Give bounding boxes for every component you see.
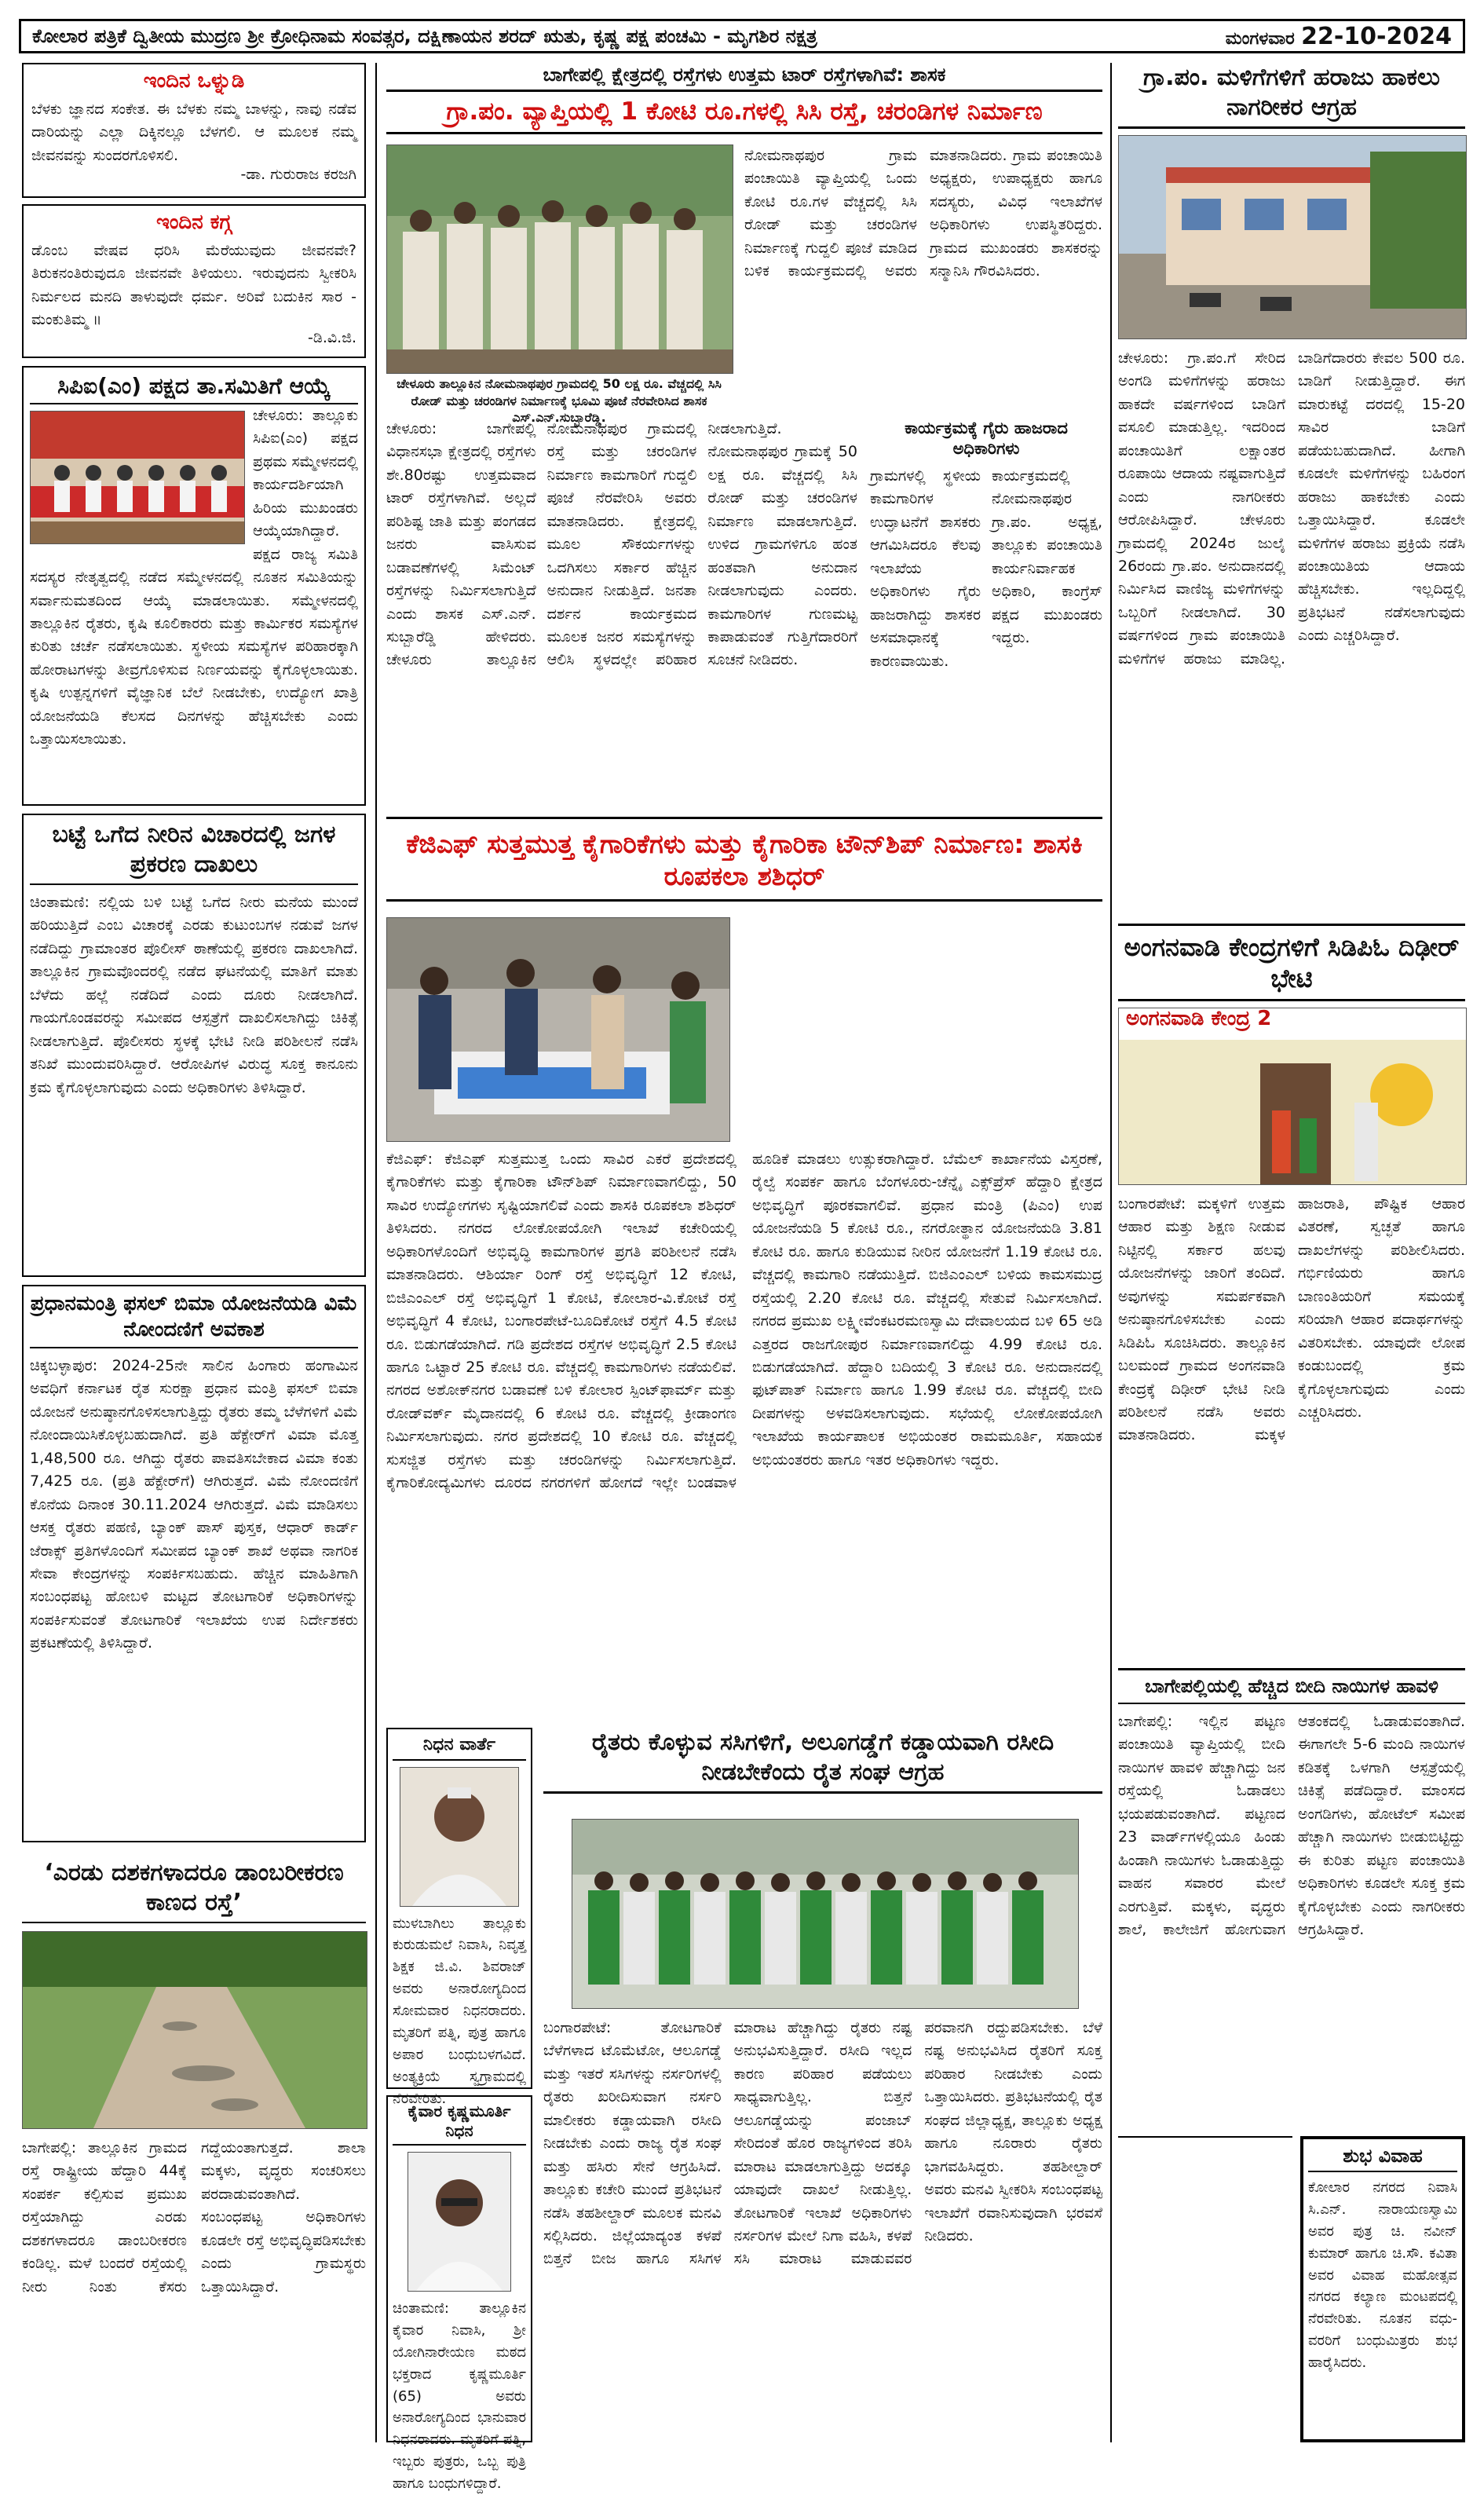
lead-headline: ಗ್ರಾ.ಪಂ. ವ್ಯಾಪ್ತಿಯಲ್ಲಿ 1 ಕೋಟಿ ರೂ.ಗಳಲ್ಲಿ ಸಿಸಿ ರಸ್ತೆ, ಚರಂಡಿಗಳ ನಿರ್ಮಾಣ	[386, 90, 1102, 134]
issue-date: 22-10-2024	[1301, 22, 1452, 50]
anganavadi-sign: ಅಂಗನವಾಡಿ ಕೇಂದ್ರ 2	[1126, 1007, 1272, 1030]
malige-photo	[1118, 135, 1467, 339]
kagga-box	[22, 204, 366, 358]
weekday: ಮಂಗಳವಾರ	[1225, 28, 1295, 49]
wedding-box	[1300, 2136, 1465, 2442]
thought-author: -ಡಾ. ಗುರುರಾಜ ಕರಜಗಿ	[240, 166, 356, 183]
road-body: ಬಾಗೇಪಲ್ಲಿ: ತಾಲ್ಲೂಕಿನ ಗ್ರಾಮದ ರಸ್ತೆ ರಾಷ್ಟ್ರೀಯ ಹೆದ್ದಾರಿ 44ಕ್ಕೆ ಸಂಪರ್ಕ ಕಲ್ಪಿಸುವ ಪ್ರಮುಖ ರಸ್ತೆಯಾಗಿದ್ದು ಎರಡು ದಶಕಗಳಾದರೂ ಡಾಂಬರೀಕರಣ ಕಂಡಿಲ್ಲ. ಮಳೆ ಬಂದರೆ ರಸ್ತೆಯಲ್ಲಿ ನೀರು ನಿಂತು ಕೆಸರು ಗದ್ದೆಯಂತಾಗುತ್ತದೆ. ಶಾಲಾ ಮಕ್ಕಳು, ವೃದ್ಧರು ಸಂಚರಿಸಲು ಪರದಾಡುವಂತಾಗಿದೆ. ಸಂಬಂಧಪಟ್ಟ ಅಧಿಕಾರಿಗಳು ಕೂಡಲೇ ರಸ್ತೆ ಅಭಿವೃದ್ಧಿಪಡಿಸಬೇಕು ಎಂದು ಗ್ರಾಮಸ್ಥರು ಒತ್ತಾಯಿಸಿದ್ದಾರೆ.	[22, 2139, 366, 2296]
lead-photo	[386, 145, 733, 374]
lead-article	[386, 63, 1102, 814]
obit2-photo	[408, 2152, 511, 2292]
anganavadi-article	[1118, 931, 1465, 1662]
dogs-article	[1118, 1674, 1465, 2130]
thought-text: ಬೆಳಕು ಜ್ಞಾನದ ಸಂಕೇತ. ಈ ಬೆಳಕು ನಮ್ಮ ಬಾಳನ್ನು, ನಾವು ನಡೆವ ದಾರಿಯನ್ನು ಎಲ್ಲಾ ದಿಕ್ಕಿನಲ್ಲೂ ಬೆಳಗಲಿ. ಆ ಮೂಲಕ ನಮ್ಮ ಜೀವನವನ್ನು ಸುಂದರಗೊಳಿಸಲಿ.	[31, 101, 356, 164]
dogs-headline: ಬಾಗೇಪಲ್ಲಿಯಲ್ಲಿ ಹೆಚ್ಚಿದ ಬೀದಿ ನಾಯಿಗಳ ಹಾವಳಿ	[1118, 1674, 1465, 1704]
malige-headline: ಗ್ರಾ.ಪಂ. ಮಳಿಗೆಗಳಿಗೆ ಹರಾಜು ಹಾಕಲು ನಾಗರೀಕರ ಆಗ್ರಹ	[1118, 63, 1465, 129]
kgf-headline: ಕೆಜಿಎಫ್ ಸುತ್ತಮುತ್ತ ಕೈಗಾರಿಕೆಗಳು ಮತ್ತು ಕೈಗಾರಿಕಾ ಟೌನ್‌ಶಿಪ್ ನಿರ್ಮಾಣ: ಶಾಸಕಿ ರೂಪಕಲಾ ಶಶಿಧರ್	[386, 825, 1102, 902]
lead-body2: ಗ್ರಾಮಗಳಲ್ಲಿ ಸ್ಥಳೀಯ ಕಾಮಗಾರಿಗಳ ಉದ್ಘಾಟನೆಗೆ ಶಾಸಕರು ಆಗಮಿಸಿದರೂ ಕೆಲವು ಇಲಾಖೆಯ ಅಧಿಕಾರಿಗಳು ಗೈರು ಹಾಜರಾಗಿದ್ದು ಶಾಸಕರ ಅಸಮಾಧಾನಕ್ಕೆ ಕಾರಣವಾಯಿತು. ಕಾರ್ಯಕ್ರಮದಲ್ಲಿ ನೋಮನಾಥಪುರ ಗ್ರಾ.ಪಂ. ಅಧ್ಯಕ್ಷ, ತಾಲ್ಲೂಕು ಪಂಚಾಯಿತಿ ಕಾರ್ಯನಿರ್ವಾಹಕ ಅಧಿಕಾರಿ, ಕಾಂಗ್ರೆಸ್ ಪಕ್ಷದ ಮುಖಂಡರು ಇದ್ದರು.	[870, 467, 1102, 670]
fasal-headline: ಪ್ರಧಾನಮಂತ್ರಿ ಫಸಲ್ ಬಿಮಾ ಯೋಜನೆಯಡಿ ವಿಮೆ ನೋಂದಣಿಗೆ ಅವಕಾಶ	[30, 1291, 358, 1348]
masthead-bar	[19, 19, 1465, 53]
kagga-author: -ಡಿ.ವಿ.ಜಿ.	[308, 329, 356, 346]
kgf-photo	[386, 917, 730, 1142]
farmers-headline: ರೈತರು ಕೊಳ್ಳುವ ಸಸಿಗಳಿಗೆ, ಅಲೂಗಡ್ಡೆಗೆ ಕಡ್ಡಾಯವಾಗಿ ರಸೀದಿ ನೀಡಬೇಕೆಂದು ರೈತ ಸಂಘ ಆಗ್ರಹ	[543, 1728, 1102, 1794]
lead-subhead: ಕಾರ್ಯಕ್ರಮಕ್ಕೆ ಗೈರು ಹಾಜರಾದ ಅಧಿಕಾರಿಗಳು	[905, 419, 1068, 459]
lead-kicker: ಬಾಗೇಪಲ್ಲಿ ಕ್ಷೇತ್ರದಲ್ಲಿ ರಸ್ತೆಗಳು ಉತ್ತಮ ಟಾರ್ ರಸ್ತೆಗಳಾಗಿವೆ: ಶಾಸಕ	[543, 64, 946, 86]
masthead-info: ಕೋಲಾರ ಪತ್ರಿಕೆ ದ್ವಿತೀಯ ಮುದ್ರಣ ಶ್ರೀ ಕ್ರೋಧಿನಾಮ ಸಂವತ್ಸರ, ದಕ್ಷಿಣಾಯನ ಶರದ್ ಋತು, ಕೃಷ್ಣ ಪಕ್ಷ ಪಂಚಮಿ - ಮೃಗಶಿರ ನಕ್ಷತ್ರ	[32, 25, 817, 47]
road-article	[22, 1853, 366, 2442]
malige-body: ಚೇಳೂರು: ಗ್ರಾ.ಪಂ.ಗೆ ಸೇರಿದ ಅಂಗಡಿ ಮಳಿಗೆಗಳನ್ನು ಹರಾಜು ಹಾಕದೇ ವರ್ಷಗಳಿಂದ ಬಾಡಿಗೆ ವಸೂಲಿ ಮಾಡುತ್ತಿಲ್ಲ. ಇದರಿಂದ ಪಂಚಾಯಿತಿಗೆ ಲಕ್ಷಾಂತರ ರೂಪಾಯಿ ಆದಾಯ ನಷ್ಟವಾಗುತ್ತಿದೆ ಎಂದು ನಾಗರೀಕರು ಆರೋಪಿಸಿದ್ದಾರೆ. ಚೇಳೂರು ಗ್ರಾಮದಲ್ಲಿ 2024ರ ಜುಲೈ 26ರಂದು ಗ್ರಾ.ಪಂ. ಅನುದಾನದಲ್ಲಿ ನಿರ್ಮಿಸಿದ ವಾಣಿಜ್ಯ ಮಳಿಗೆಗಳನ್ನು ಒಬ್ಬರಿಗೆ ನೀಡಲಾಗಿದೆ. 30 ವರ್ಷಗಳಿಂದ ಗ್ರಾಮ ಪಂಚಾಯಿತಿ ಮಳಿಗೆಗಳ ಹರಾಜು ಮಾಡಿಲ್ಲ. ಬಾಡಿಗೆದಾರರು ಕೇವಲ 500 ರೂ. ಬಾಡಿಗೆ ನೀಡುತ್ತಿದ್ದಾರೆ. ಈಗ ಮಾರುಕಟ್ಟೆ ದರದಲ್ಲಿ 15-20 ಸಾವಿರ ಬಾಡಿಗೆ ಪಡೆಯಬಹುದಾಗಿದೆ. ಹೀಗಾಗಿ ಕೂಡಲೇ ಮಳಿಗೆಗಳನ್ನು ಬಹಿರಂಗ ಹರಾಜು ಹಾಕಬೇಕು ಎಂದು ಒತ್ತಾಯಿಸಿದ್ದಾರೆ. ಕೂಡಲೇ ಮಳಿಗೆಗಳ ಹರಾಜು ಪ್ರಕ್ರಿಯೆ ನಡೆಸಿ ಪಂಚಾಯಿತಿಯ ಆದಾಯ ಹೆಚ್ಚಿಸಬೇಕು. ಇಲ್ಲದಿದ್ದಲ್ಲಿ ಪ್ರತಿಭಟನೆ ನಡೆಸಲಾಗುವುದು ಎಂದು ಎಚ್ಚರಿಸಿದ್ದಾರೆ.	[1118, 349, 1465, 668]
kagga-text: ಡೊಂಬ ವೇಷವ ಧರಿಸಿ ಮೆರೆಯುವುದು ಜೀವನವೇ? ತಿರುಕನಂತಿರುವುದೂ ಜೀವನವೇ ತಿಳಿಯಲು. ಇರುವುದನು ಸ್ವೀಕರಿಸಿ ನಿರ್ಮಲದ ಮನದಿ ತಾಳುವುದೇ ಧರ್ಮ. ಅರಿವೆ ಬದುಕಿನ ಸಾರ - ಮಂಕುತಿಮ್ಮ ॥	[31, 242, 356, 329]
cpim-body: ಚೇಳೂರು: ತಾಲ್ಲೂಕು ಸಿಪಿಐ(ಎಂ) ಪಕ್ಷದ ಪ್ರಥಮ ಸಮ್ಮೇಳನದಲ್ಲಿ ಕಾರ್ಯದರ್ಶಿಯಾಗಿ ಹಿರಿಯ ಮುಖಂಡರು ಆಯ್ಕೆಯಾಗಿದ್ದಾರೆ. ಪಕ್ಷದ ರಾಜ್ಯ ಸಮಿತಿ ಸದಸ್ಯರ ನೇತೃತ್ವದಲ್ಲಿ ನಡೆದ ಸಮ್ಮೇಳನದಲ್ಲಿ ನೂತನ ಸಮಿತಿಯನ್ನು ಸರ್ವಾನುಮತದಿಂದ ಆಯ್ಕೆ ಮಾಡಲಾಯಿತು. ಸಮ್ಮೇಳನದಲ್ಲಿ ತಾಲ್ಲೂಕಿನ ರೈತರು, ಕೃಷಿ ಕೂಲಿಕಾರರು ಮತ್ತು ಕಾರ್ಮಿಕರ ಸಮಸ್ಯೆಗಳ ಕುರಿತು ಚರ್ಚೆ ನಡೆಸಲಾಯಿತು. ಸ್ಥಳೀಯ ಸಮಸ್ಯೆಗಳ ಪರಿಹಾರಕ್ಕಾಗಿ ಹೋರಾಟಗಳನ್ನು ತೀವ್ರಗೊಳಿಸುವ ನಿರ್ಣಯವನ್ನು ಕೈಗೊಳ್ಳಲಾಯಿತು. ಕೃಷಿ ಉತ್ಪನ್ನಗಳಿಗೆ ವೈಜ್ಞಾನಿಕ ಬೆಲೆ ನೀಡಬೇಕು, ಉದ್ಯೋಗ ಖಾತ್ರಿ ಯೋಜನೆಯಡಿ ಕೆಲಸದ ದಿನಗಳನ್ನು ಹೆಚ್ಚಿಸಬೇಕು ಎಂದು ಒತ್ತಾಯಿಸಲಾಯಿತು.	[30, 407, 358, 748]
batte-article	[22, 814, 366, 1277]
lead-photo-caption: ಚೇಳೂರು ತಾಲ್ಲೂಕಿನ ನೋಮನಾಥಪುರ ಗ್ರಾಮದಲ್ಲಿ 50 ಲಕ್ಷ ರೂ. ವೆಚ್ಚದಲ್ಲಿ ಸಿಸಿ ರೋಡ್ ಮತ್ತು ಚರಂಡಿಗಳ ನಿರ್ಮಾಣಕ್ಕೆ ಭೂಮಿ ಪೂಜೆ ನೆರವೇರಿಸಿದ ಶಾಸಕ ಎಸ್.ಎನ್.ಸುಬ್ಬಾರೆಡ್ಡಿ.	[397, 376, 722, 426]
farmers-article	[543, 1728, 1102, 2442]
dogs-continuation	[1118, 2136, 1292, 2442]
obit1-box	[386, 1728, 532, 2107]
lead-body: ಚೇಳೂರು: ಬಾಗೇಪಲ್ಲಿ ವಿಧಾನಸಭಾ ಕ್ಷೇತ್ರದಲ್ಲಿ ರಸ್ತೆಗಳು ಶೇ.80ರಷ್ಟು ಉತ್ತಮವಾದ ಟಾರ್ ರಸ್ತೆಗಳಾಗಿವೆ. ಅಲ್ಲದೆ ಪರಿಶಿಷ್ಟ ಜಾತಿ ಮತ್ತು ಪಂಗಡದ ಜನರು ವಾಸಿಸುವ ಬಡಾವಣೆಗಳಲ್ಲಿ ಸಿಮೆಂಟ್ ರಸ್ತೆಗಳನ್ನು ನಿರ್ಮಿಸಲಾಗುತ್ತಿದೆ ಎಂದು ಶಾಸಕ ಎಸ್.ಎನ್. ಸುಬ್ಬಾರೆಡ್ಡಿ ಹೇಳಿದರು. ಚೇಳೂರು ತಾಲ್ಲೂಕಿನ ನೋಮನಾಥಪುರ ಗ್ರಾಮದಲ್ಲಿ ರಸ್ತೆ ಮತ್ತು ಚರಂಡಿಗಳ ನಿರ್ಮಾಣ ಕಾಮಗಾರಿಗೆ ಗುದ್ದಲಿ ಪೂಜೆ ನೆರವೇರಿಸಿ ಅವರು ಮಾತನಾಡಿದರು. ಕ್ಷೇತ್ರದಲ್ಲಿ ಮೂಲ ಸೌಕರ್ಯಗಳನ್ನು ಒದಗಿಸಲು ಸರ್ಕಾರ ಹೆಚ್ಚಿನ ಅನುದಾನ ನೀಡುತ್ತಿದೆ. ಜನತಾ ದರ್ಶನ ಕಾರ್ಯಕ್ರಮದ ಮೂಲಕ ಜನರ ಸಮಸ್ಯೆಗಳನ್ನು ಆಲಿಸಿ ಸ್ಥಳದಲ್ಲೇ ಪರಿಹಾರ ನೀಡಲಾಗುತ್ತಿದೆ. ನೋಮನಾಥಪುರ ಗ್ರಾಮಕ್ಕೆ 50 ಲಕ್ಷ ರೂ. ವೆಚ್ಚದಲ್ಲಿ ಸಿಸಿ ರೋಡ್ ಮತ್ತು ಚರಂಡಿಗಳ ನಿರ್ಮಾಣ ಮಾಡಲಾಗುತ್ತಿದೆ. ಉಳಿದ ಗ್ರಾಮಗಳಿಗೂ ಹಂತ ಹಂತವಾಗಿ ಅನುದಾನ ನೀಡಲಾಗುವುದು ಎಂದರು. ಕಾಮಗಾರಿಗಳ ಗುಣಮಟ್ಟ ಕಾಪಾಡುವಂತೆ ಗುತ್ತಿಗೆದಾರರಿಗೆ ಸೂಚನೆ ನೀಡಿದರು.	[386, 420, 857, 669]
batte-body: ಚಿಂತಾಮಣಿ: ನಲ್ಲಿಯ ಬಳಿ ಬಟ್ಟೆ ಒಗೆದ ನೀರು ಮನೆಯ ಮುಂದೆ ಹರಿಯುತ್ತಿದೆ ಎಂಬ ವಿಚಾರಕ್ಕೆ ಎರಡು ಕುಟುಂಬಗಳ ನಡುವೆ ಜಗಳ ನಡೆದಿದ್ದು ಗ್ರಾಮಾಂತರ ಪೊಲೀಸ್ ಠಾಣೆಯಲ್ಲಿ ಪ್ರಕರಣ ದಾಖಲಾಗಿದೆ. ತಾಲ್ಲೂಕಿನ ಗ್ರಾಮವೊಂದರಲ್ಲಿ ನಡೆದ ಘಟನೆಯಲ್ಲಿ ಮಾತಿಗೆ ಮಾತು ಬೆಳೆದು ಹಲ್ಲೆ ನಡೆದಿದೆ ಎಂದು ದೂರು ನೀಡಲಾಗಿದೆ. ಗಾಯಗೊಂಡವರನ್ನು ಸಮೀಪದ ಆಸ್ಪತ್ರೆಗೆ ದಾಖಲಿಸಲಾಗಿದ್ದು ಚಿಕಿತ್ಸೆ ನೀಡಲಾಗುತ್ತಿದೆ. ಪೊಲೀಸರು ಸ್ಥಳಕ್ಕೆ ಭೇಟಿ ನೀಡಿ ಪರಿಶೀಲನೆ ನಡೆಸಿ ತನಿಖೆ ಮುಂದುವರಿಸಿದ್ದಾರೆ. ಆರೋಪಿಗಳ ವಿರುದ್ಧ ಸೂಕ್ತ ಕಾನೂನು ಕ್ರಮ ಕೈಗೊಳ್ಳಲಾಗುವುದು ಎಂದು ಅಧಿಕಾರಿಗಳು ತಿಳಿಸಿದ್ದಾರೆ.	[30, 894, 358, 1096]
obit2-title: ಕೈವಾರ ಕೃಷ್ಣಮೂರ್ತಿ ನಿಧನ	[393, 2102, 526, 2146]
malige-article	[1118, 63, 1465, 919]
lead-sidecol: ನೋಮನಾಥಪುರ ಗ್ರಾಮ ಪಂಚಾಯಿತಿ ವ್ಯಾಪ್ತಿಯಲ್ಲಿ ಒಂದು ಕೋಟಿ ರೂ.ಗಳ ವೆಚ್ಚದಲ್ಲಿ ಸಿಸಿ ರೋಡ್ ಮತ್ತು ಚರಂಡಿಗಳ ನಿರ್ಮಾಣಕ್ಕೆ ಗುದ್ದಲಿ ಪೂಜೆ ಮಾಡಿದ ಬಳಿಕ ಕಾರ್ಯಕ್ರಮದಲ್ಲಿ ಅವರು ಮಾತನಾಡಿದರು. ಗ್ರಾಮ ಪಂಚಾಯಿತಿ ಅಧ್ಯಕ್ಷರು, ಉಪಾಧ್ಯಕ್ಷರು ಹಾಗೂ ಸದಸ್ಯರು, ವಿವಿಧ ಇಲಾಖೆಗಳ ಅಧಿಕಾರಿಗಳು ಉಪಸ್ಥಿತರಿದ್ದರು. ಗ್ರಾಮದ ಮುಖಂಡರು ಶಾಸಕರನ್ನು ಸನ್ಮಾನಿಸಿ ಗೌರವಿಸಿದರು.	[744, 147, 1102, 280]
column-divider-right	[1110, 63, 1112, 2442]
batte-headline: ಬಟ್ಟೆ ಒಗೆದ ನೀರಿನ ವಿಚಾರದಲ್ಲಿ ಜಗಳ ಪ್ರಕರಣ ದಾಖಲು	[30, 820, 358, 885]
obit1-title: ನಿಧನ ವಾರ್ತೆ	[393, 1734, 526, 1761]
cpim-article	[22, 366, 366, 806]
kagga-title: ಇಂದಿನ ಕಗ್ಗ	[156, 210, 232, 234]
farmers-photo	[572, 1819, 1079, 2009]
obit2-box	[386, 2095, 532, 2493]
thought-title: ಇಂದಿನ ಒಳ್ನುಡಿ	[143, 69, 245, 93]
road-headline: ‘ಎರಡು ದಶಕಗಳಾದರೂ ಡಾಂಬರೀಕರಣ ಕಾಣದ ರಸ್ತೆ’	[22, 1853, 366, 1923]
obit1-body: ಮುಳಬಾಗಿಲು ತಾಲ್ಲೂಕು ಕುರುಡುಮಲೆ ನಿವಾಸಿ, ನಿವೃತ್ತ ಶಿಕ್ಷಕ ಜಿ.ವಿ. ಶಿವರಾಜ್ ಅವರು ಅನಾರೋಗ್ಯದಿಂದ ಸೋಮವಾರ ನಿಧನರಾದರು. ಮೃತರಿಗೆ ಪತ್ನಿ, ಪುತ್ರ ಹಾಗೂ ಅಪಾರ ಬಂಧುಬಳಗವಿದೆ. ಅಂತ್ಯಕ್ರಿಯೆ ಸ್ವಗ್ರಾಮದಲ್ಲಿ ನೆರವೇರಿತು.	[393, 1915, 526, 2107]
dogs-body: ಬಾಗೇಪಲ್ಲಿ: ಇಲ್ಲಿನ ಪಟ್ಟಣ ಪಂಚಾಯಿತಿ ವ್ಯಾಪ್ತಿಯಲ್ಲಿ ಬೀದಿ ನಾಯಿಗಳ ಹಾವಳಿ ಹೆಚ್ಚಾಗಿದ್ದು ಜನ ರಸ್ತೆಯಲ್ಲಿ ಓಡಾಡಲು ಭಯಪಡುವಂತಾಗಿದೆ. ಪಟ್ಟಣದ 23 ವಾರ್ಡ್‌ಗಳಲ್ಲಿಯೂ ಹಿಂಡು ಹಿಂಡಾಗಿ ನಾಯಿಗಳು ಓಡಾಡುತ್ತಿದ್ದು ವಾಹನ ಸವಾರರ ಮೇಲೆ ಎರಗುತ್ತಿವೆ. ಮಕ್ಕಳು, ವೃದ್ಧರು ಶಾಲೆ, ಕಾಲೇಜಿಗೆ ಹೋಗುವಾಗ ಆತಂಕದಲ್ಲಿ ಓಡಾಡುವಂತಾಗಿದೆ. ಈಗಾಗಲೇ 5-6 ಮಂದಿ ನಾಯಿಗಳ ಕಡಿತಕ್ಕೆ ಒಳಗಾಗಿ ಆಸ್ಪತ್ರೆಯಲ್ಲಿ ಚಿಕಿತ್ಸೆ ಪಡೆದಿದ್ದಾರೆ. ಮಾಂಸದ ಅಂಗಡಿಗಳು, ಹೋಟೆಲ್ ಸಮೀಪ ಹೆಚ್ಚಾಗಿ ನಾಯಿಗಳು ಬೀಡುಬಿಟ್ಟಿದ್ದು ಈ ಕುರಿತು ಪಟ್ಟಣ ಪಂಚಾಯಿತಿ ಅಧಿಕಾರಿಗಳು ಕೂಡಲೇ ಸೂಕ್ತ ಕ್ರಮ ಕೈಗೊಳ್ಳಬೇಕು ಎಂದು ನಾಗರೀಕರು ಆಗ್ರಹಿಸಿದ್ದಾರೆ.	[1118, 1713, 1465, 1938]
thought-box	[22, 63, 366, 198]
wedding-title: ಶುಭ ವಿವಾಹ	[1308, 2144, 1457, 2172]
road-photo	[22, 1931, 367, 2129]
masthead-date-block	[1226, 23, 1452, 50]
kgf-article	[386, 825, 1102, 1720]
wedding-body: ಕೋಲಾರ ನಗರದ ನಿವಾಸಿ ಸಿ.ಎನ್. ನಾರಾಯಣಸ್ವಾಮಿ ಅವರ ಪುತ್ರ ಚಿ. ನವೀನ್ ಕುಮಾರ್ ಹಾಗೂ ಚಿ.ಸೌ. ಕವಿತಾ ಅವರ ವಿವಾಹ ಮಹೋತ್ಸವ ನಗರದ ಕಲ್ಯಾಣ ಮಂಟಪದಲ್ಲಿ ನೆರವೇರಿತು. ನೂತನ ವಧು-ವರರಿಗೆ ಬಂಧುಮಿತ್ರರು ಶುಭ ಹಾರೈಸಿದರು.	[1308, 2179, 1457, 2372]
right-divider-1	[1118, 924, 1465, 926]
anganavadi-body: ಬಂಗಾರಪೇಟೆ: ಮಕ್ಕಳಿಗೆ ಉತ್ತಮ ಆಹಾರ ಮತ್ತು ಶಿಕ್ಷಣ ನೀಡುವ ನಿಟ್ಟಿನಲ್ಲಿ ಸರ್ಕಾರ ಹಲವು ಯೋಜನೆಗಳನ್ನು ಜಾರಿಗೆ ತಂದಿದೆ. ಅವುಗಳನ್ನು ಸಮರ್ಪಕವಾಗಿ ಅನುಷ್ಠಾನಗೊಳಿಸಬೇಕು ಎಂದು ಸಿಡಿಪಿಓ ಸೂಚಿಸಿದರು. ತಾಲ್ಲೂಕಿನ ಬಲಮಂದೆ ಗ್ರಾಮದ ಅಂಗನವಾಡಿ ಕೇಂದ್ರಕ್ಕೆ ದಿಢೀರ್ ಭೇಟಿ ನೀಡಿ ಪರಿಶೀಲನೆ ನಡೆಸಿ ಅವರು ಮಾತನಾಡಿದರು. ಮಕ್ಕಳ ಹಾಜರಾತಿ, ಪೌಷ್ಟಿಕ ಆಹಾರ ವಿತರಣೆ, ಸ್ವಚ್ಛತೆ ಹಾಗೂ ದಾಖಲೆಗಳನ್ನು ಪರಿಶೀಲಿಸಿದರು. ಗರ್ಭಿಣಿಯರು ಹಾಗೂ ಬಾಣಂತಿಯರಿಗೆ ಸಮಯಕ್ಕೆ ಸರಿಯಾಗಿ ಆಹಾರ ಪದಾರ್ಥಗಳನ್ನು ವಿತರಿಸಬೇಕು. ಯಾವುದೇ ಲೋಪ ಕಂಡುಬಂದಲ್ಲಿ ಕ್ರಮ ಕೈಗೊಳ್ಳಲಾಗುವುದು ಎಂದು ಎಚ್ಚರಿಸಿದರು.	[1118, 1195, 1465, 1444]
obit1-photo	[400, 1767, 519, 1907]
dogs-body-cont	[1118, 2136, 1292, 2449]
farmers-body: ಬಂಗಾರಪೇಟೆ: ತೋಟಗಾರಿಕೆ ಬೆಳೆಗಳಾದ ಟೊಮೆಟೋ, ಆಲೂಗಡ್ಡೆ ಮತ್ತು ಇತರೆ ಸಸಿಗಳನ್ನು ನರ್ಸರಿಗಳಲ್ಲಿ ರೈತರು ಖರೀದಿಸುವಾಗ ನರ್ಸರಿ ಮಾಲೀಕರು ಕಡ್ಡಾಯವಾಗಿ ರಸೀದಿ ನೀಡಬೇಕು ಎಂದು ರಾಜ್ಯ ರೈತ ಸಂಘ ಮತ್ತು ಹಸಿರು ಸೇನೆ ಆಗ್ರಹಿಸಿದೆ. ತಾಲ್ಲೂಕು ಕಚೇರಿ ಮುಂದೆ ಪ್ರತಿಭಟನೆ ನಡೆಸಿ ತಹಶೀಲ್ದಾರ್ ಮೂಲಕ ಮನವಿ ಸಲ್ಲಿಸಿದರು. ಜಿಲ್ಲೆಯಾದ್ಯಂತ ಕಳಪೆ ಬಿತ್ತನೆ ಬೀಜ ಹಾಗೂ ಸಸಿಗಳ ಮಾರಾಟ ಹೆಚ್ಚಾಗಿದ್ದು ರೈತರು ನಷ್ಟ ಅನುಭವಿಸುತ್ತಿದ್ದಾರೆ. ರಸೀದಿ ಇಲ್ಲದ ಕಾರಣ ಪರಿಹಾರ ಪಡೆಯಲು ಸಾಧ್ಯವಾಗುತ್ತಿಲ್ಲ. ಬಿತ್ತನೆ ಆಲೂಗಡ್ಡೆಯನ್ನು ಪಂಜಾಬ್ ಸೇರಿದಂತೆ ಹೊರ ರಾಜ್ಯಗಳಿಂದ ತರಿಸಿ ಮಾರಾಟ ಮಾಡಲಾಗುತ್ತಿದ್ದು ಅದಕ್ಕೂ ಯಾವುದೇ ದಾಖಲೆ ನೀಡುತ್ತಿಲ್ಲ. ತೋಟಗಾರಿಕೆ ಇಲಾಖೆ ಅಧಿಕಾರಿಗಳು ನರ್ಸರಿಗಳ ಮೇಲೆ ನಿಗಾ ವಹಿಸಿ, ಕಳಪೆ ಸಸಿ ಮಾರಾಟ ಮಾಡುವವರ ಪರವಾನಗಿ ರದ್ದುಪಡಿಸಬೇಕು. ಬೆಳೆ ನಷ್ಟ ಅನುಭವಿಸಿದ ರೈತರಿಗೆ ಸೂಕ್ತ ಪರಿಹಾರ ನೀಡಬೇಕು ಎಂದು ಒತ್ತಾಯಿಸಿದರು. ಪ್ರತಿಭಟನೆಯಲ್ಲಿ ರೈತ ಸಂಘದ ಜಿಲ್ಲಾಧ್ಯಕ್ಷ, ತಾಲ್ಲೂಕು ಅಧ್ಯಕ್ಷ ಹಾಗೂ ನೂರಾರು ರೈತರು ಭಾಗವಹಿಸಿದ್ದರು. ತಹಶೀಲ್ದಾರ್ ಅವರು ಮನವಿ ಸ್ವೀಕರಿಸಿ ಸಂಬಂಧಪಟ್ಟ ಇಲಾಖೆಗೆ ರವಾನಿಸುವುದಾಗಿ ಭರವಸೆ ನೀಡಿದರು.	[543, 2019, 1102, 2268]
center-divider-1	[386, 817, 1102, 819]
column-divider-left	[375, 63, 377, 2442]
anganavadi-headline: ಅಂಗನವಾಡಿ ಕೇಂದ್ರಗಳಿಗೆ ಸಿಡಿಪಿಓ ದಿಢೀರ್ ಭೇಟಿ	[1118, 931, 1465, 1001]
anganavadi-photo	[1118, 1008, 1467, 1185]
fasal-article	[22, 1285, 366, 1842]
cpim-headline: ಸಿಪಿಐ(ಎಂ) ಪಕ್ಷದ ತಾ.ಸಮಿತಿಗೆ ಆಯ್ಕೆ	[30, 372, 358, 404]
fasal-body: ಚಿಕ್ಕಬಳ್ಳಾಪುರ: 2024-25ನೇ ಸಾಲಿನ ಹಿಂಗಾರು ಹಂಗಾಮಿನ ಅವಧಿಗೆ ಕರ್ನಾಟಕ ರೈತ ಸುರಕ್ಷಾ ಪ್ರಧಾನ ಮಂತ್ರಿ ಫಸಲ್ ಬಿಮಾ ಯೋಜನೆ ಅನುಷ್ಠಾನಗೊಳಿಸಲಾಗುತ್ತಿದ್ದು ರೈತರು ತಮ್ಮ ಬೆಳೆಗಳಿಗೆ ವಿಮೆ ನೋಂದಾಯಿಸಿಕೊಳ್ಳಬಹುದಾಗಿದೆ. ಪ್ರತಿ ಹೆಕ್ಟೇರ್‌ಗೆ ವಿಮಾ ಮೊತ್ತ 1,48,500 ರೂ. ಆಗಿದ್ದು ರೈತರು ಪಾವತಿಸಬೇಕಾದ ವಿಮಾ ಕಂತು 7,425 ರೂ. (ಪ್ರತಿ ಹೆಕ್ಟೇರ್‌ಗೆ) ಆಗಿರುತ್ತದೆ. ವಿಮೆ ನೋಂದಣಿಗೆ ಕೊನೆಯ ದಿನಾಂಕ 30.11.2024 ಆಗಿರುತ್ತದೆ. ವಿಮೆ ಮಾಡಿಸಲು ಆಸಕ್ತ ರೈತರು ಪಹಣಿ, ಬ್ಯಾಂಕ್ ಪಾಸ್ ಪುಸ್ತಕ, ಆಧಾರ್ ಕಾರ್ಡ್ ಜೆರಾಕ್ಸ್ ಪ್ರತಿಗಳೊಂದಿಗೆ ಸಮೀಪದ ಬ್ಯಾಂಕ್ ಶಾಖೆ ಅಥವಾ ನಾಗರಿಕ ಸೇವಾ ಕೇಂದ್ರಗಳನ್ನು ಸಂಪರ್ಕಿಸಬಹುದು. ಹೆಚ್ಚಿನ ಮಾಹಿತಿಗಾಗಿ ಸಂಬಂಧಪಟ್ಟ ಹೋಬಳಿ ಮಟ್ಟದ ತೋಟಗಾರಿಕೆ ಅಧಿಕಾರಿಗಳನ್ನು ಸಂಪರ್ಕಿಸುವಂತೆ ತೋಟಗಾರಿಕೆ ಇಲಾಖೆಯ ಉಪ ನಿರ್ದೇಶಕರು ಪ್ರಕಟಣೆಯಲ್ಲಿ ತಿಳಿಸಿದ್ದಾರೆ.	[30, 1357, 358, 1652]
cpim-photo	[30, 411, 245, 544]
right-divider-2	[1118, 1668, 1465, 1670]
obit2-body: ಚಿಂತಾಮಣಿ: ತಾಲ್ಲೂಕಿನ ಕೈವಾರ ನಿವಾಸಿ, ಶ್ರೀ ಯೋಗಿನಾರೇಯಣ ಮಠದ ಭಕ್ತರಾದ ಕೃಷ್ಣಮೂರ್ತಿ (65) ಅವರು ಅನಾರೋಗ್ಯದಿಂದ ಭಾನುವಾರ ನಿಧನರಾದರು. ಮೃತರಿಗೆ ಪತ್ನಿ, ಇಬ್ಬರು ಪುತ್ರರು, ಒಬ್ಬ ಪುತ್ರಿ ಹಾಗೂ ಬಂಧುಗಳಿದ್ದಾರೆ.	[393, 2300, 526, 2493]
kgf-body: ಕೆಜಿಎಫ್: ಕೆಜಿಎಫ್ ಸುತ್ತಮುತ್ತ ಒಂದು ಸಾವಿರ ಎಕರೆ ಪ್ರದೇಶದಲ್ಲಿ ಕೈಗಾರಿಕೆಗಳು ಮತ್ತು ಕೈಗಾರಿಕಾ ಟೌನ್‌ಶಿಪ್ ನಿರ್ಮಾಣವಾಗಲಿದ್ದು, 50 ಸಾವಿರ ಉದ್ಯೋಗಗಳು ಸೃಷ್ಟಿಯಾಗಲಿವೆ ಎಂದು ಶಾಸಕಿ ರೂಪಕಲಾ ಶಶಿಧರ್ ತಿಳಿಸಿದರು. ನಗರದ ಲೋಕೋಪಯೋಗಿ ಇಲಾಖೆ ಕಚೇರಿಯಲ್ಲಿ ಅಧಿಕಾರಿಗಳೊಂದಿಗೆ ಅಭಿವೃದ್ಧಿ ಕಾಮಗಾರಿಗಳ ಪ್ರಗತಿ ಪರಿಶೀಲನೆ ನಡೆಸಿ ಮಾತನಾಡಿದರು. ಆಶಿರ್ಯಾ ರಿಂಗ್ ರಸ್ತೆ ಅಭಿವೃದ್ಧಿಗೆ 12 ಕೋಟಿ, ಬಿಜಿಎಂಎಲ್ ರಸ್ತೆ ಅಭಿವೃದ್ಧಿಗೆ 1 ಕೋಟಿ, ಕೋಲಾರ-ವಿ.ಕೋಟೆ ರಸ್ತೆ ಅಭಿವೃದ್ಧಿಗೆ 4 ಕೋಟಿ, ಬಂಗಾರಪೇಟೆ-ಬೂದಿಕೋಟೆ ರಸ್ತೆಗೆ 4.5 ಕೋಟಿ ರೂ. ಬಿಡುಗಡೆಯಾಗಿದೆ. ಗಡಿ ಪ್ರದೇಶದ ರಸ್ತೆಗಳ ಅಭಿವೃದ್ಧಿಗೆ 2.5 ಕೋಟಿ ಹಾಗೂ ಒಟ್ಟಾರೆ 25 ಕೋಟಿ ರೂ. ವೆಚ್ಚದಲ್ಲಿ ಕಾಮಗಾರಿಗಳು ನಡೆಯಲಿವೆ. ನಗರದ ಅಶೋಕ್‌ನಗರ ಬಡಾವಣೆ ಬಳಿ ಕೋಲಾರ ಸ್ಪಿಂಟ್‌ಫಾರ್ಮ್ ಮತ್ತು ರೋಡ್‌ವರ್ಕ್ ಮೈದಾನದಲ್ಲಿ 6 ಕೋಟಿ ರೂ. ವೆಚ್ಚದಲ್ಲಿ ಕ್ರೀಡಾಂಗಣ ನಿರ್ಮಿಸಲಾಗುವುದು. ನಗರ ಪ್ರದೇಶದಲ್ಲಿ 10 ಕೋಟಿ ರೂ. ವೆಚ್ಚದಲ್ಲಿ ಸುಸಜ್ಜಿತ ರಸ್ತೆಗಳು ಮತ್ತು ಚರಂಡಿಗಳನ್ನು ನಿರ್ಮಿಸಲಾಗುತ್ತಿದೆ. ಕೈಗಾರಿಕೋದ್ಯಮಿಗಳು ದೂರದ ನಗರಗಳಿಗೆ ಹೋಗದೆ ಇಲ್ಲೇ ಬಂಡವಾಳ ಹೂಡಿಕೆ ಮಾಡಲು ಉತ್ಸುಕರಾಗಿದ್ದಾರೆ. ಬೆಮೆಲ್ ಕಾರ್ಖಾನೆಯ ವಿಸ್ತರಣೆ, ರೈಲ್ವೆ ಸಂಪರ್ಕ ಹಾಗೂ ಬೆಂಗಳೂರು-ಚೆನ್ನೈ ಎಕ್ಸ್‌ಪ್ರೆಸ್ ಹೆದ್ದಾರಿ ಕ್ಷೇತ್ರದ ಅಭಿವೃದ್ಧಿಗೆ ಪೂರಕವಾಗಲಿವೆ. ಪ್ರಧಾನ ಮಂತ್ರಿ (ಪಿಎಂ) ಉಪ ಯೋಜನೆಯಡಿ 5 ಕೋಟಿ ರೂ., ನಗರೋತ್ಥಾನ ಯೋಜನೆಯಡಿ 3.81 ಕೋಟಿ ರೂ. ಹಾಗೂ ಕುಡಿಯುವ ನೀರಿನ ಯೋಜನೆಗೆ 1.19 ಕೋಟಿ ರೂ. ವೆಚ್ಚದಲ್ಲಿ ಕಾಮಗಾರಿ ನಡೆಯುತ್ತಿದೆ. ಬಿಜಿಎಂಎಲ್ ಬಳಿಯ ಕಾಮಸಮುದ್ರ ರಸ್ತೆಯಲ್ಲಿ 2.20 ಕೋಟಿ ರೂ. ವೆಚ್ಚದಲ್ಲಿ ಸೇತುವೆ ನಿರ್ಮಿಸಲಾಗಿದೆ. ನಗರದ ಪ್ರಮುಖ ಲಕ್ಷ್ಮೀವೆಂಕಟರಮಣಸ್ವಾಮಿ ದೇವಾಲಯದ ಬಳಿ 65 ಅಡಿ ಎತ್ತರದ ರಾಜಗೋಪುರ ನಿರ್ಮಾಣವಾಗಲಿದ್ದು 4.99 ಕೋಟಿ ರೂ. ಬಿಡುಗಡೆಯಾಗಿದೆ. ಹೆದ್ದಾರಿ ಬದಿಯಲ್ಲಿ 3 ಕೋಟಿ ರೂ. ಅನುದಾನದಲ್ಲಿ ಫುಟ್‌ಪಾತ್ ನಿರ್ಮಾಣ ಹಾಗೂ 1.99 ಕೋಟಿ ರೂ. ವೆಚ್ಚದಲ್ಲಿ ಬೀದಿ ದೀಪಗಳನ್ನು ಅಳವಡಿಸಲಾಗುವುದು. ಸಭೆಯಲ್ಲಿ ಲೋಕೋಪಯೋಗಿ ಇಲಾಖೆಯ ಕಾರ್ಯಪಾಲಕ ಅಭಿಯಂತರ ರಾಮಮೂರ್ತಿ, ಸಹಾಯಕ ಅಭಿಯಂತರರು ಹಾಗೂ ಇತರ ಅಧಿಕಾರಿಗಳು ಇದ್ದರು.	[386, 1151, 1102, 1492]
